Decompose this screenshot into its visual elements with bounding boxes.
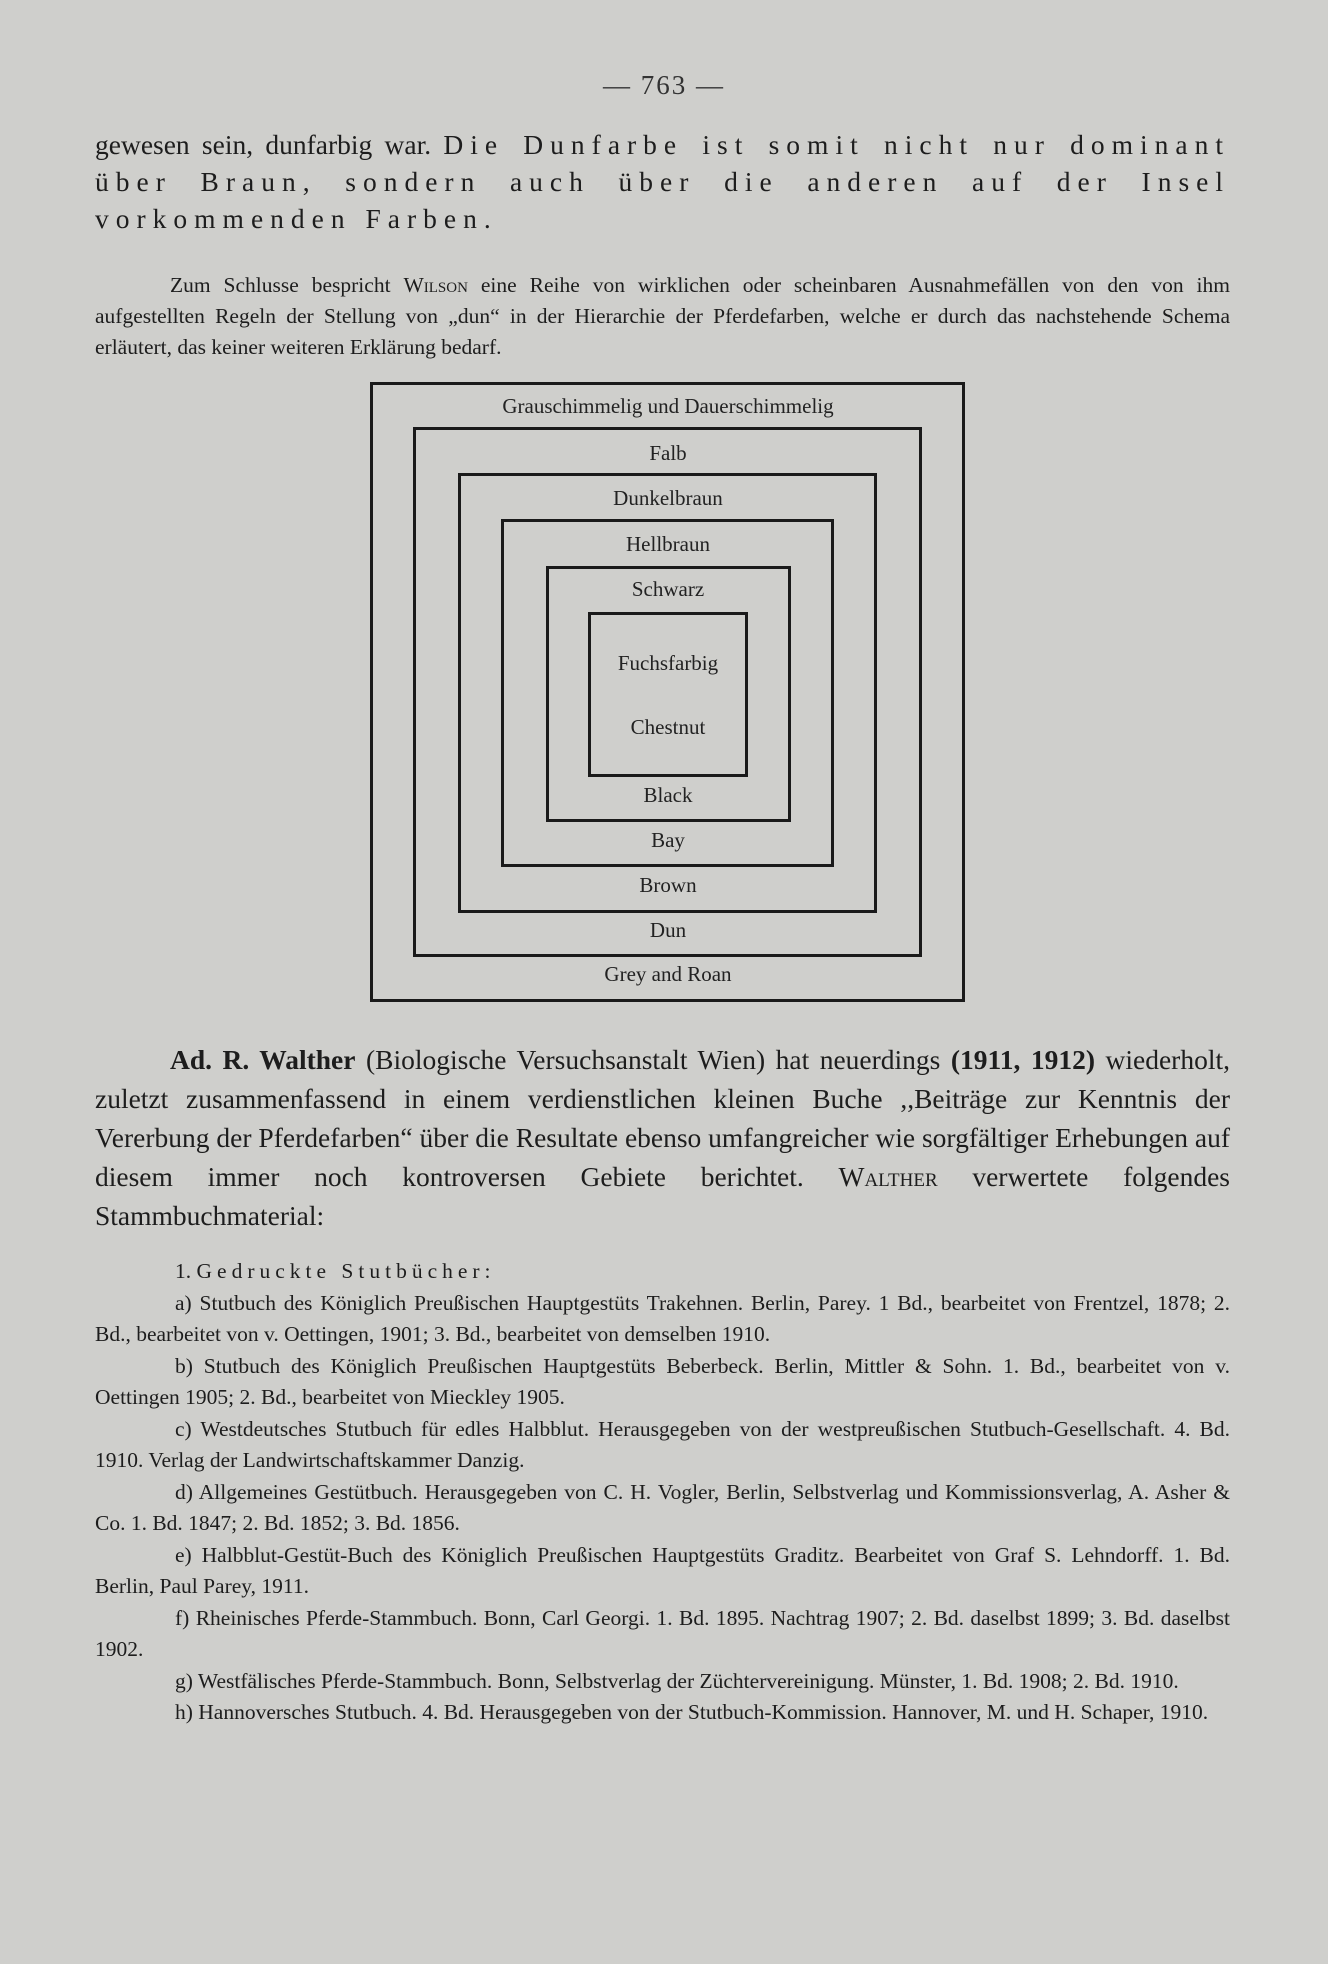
walther-paragraph xyxy=(95,1040,1230,1235)
walther-text-2: wiederholt, zuletzt zusammenfassend in einem verdienstlichen kleinen Buche ,,Beiträge zur Kenntnis der Vererbung der Pferdefarben“ über die Resultate ebenso umfangreicher wie sorgfältiger Erhebungen auf diesem immer noch kontroversen Gebiete berichtet. xyxy=(95,1044,1230,1192)
intro-paragraph xyxy=(95,126,1230,237)
scheme-box-2 xyxy=(413,427,922,957)
intro-plain-text: gewesen sein, dunfarbig war. xyxy=(95,129,432,160)
scheme-label-bottom-4: Dun xyxy=(649,918,687,942)
list-item: b) Stutbuch des Königlich Preußischen Hauptgestüts Beberbeck. Berlin, Mittler & Sohn. 1. Bd., bearbeitet von v. Oettingen 1905; 2. Bd., bearbeitet von Mieckley 1905. xyxy=(95,1353,1230,1409)
scheme-box-1 xyxy=(370,382,965,1002)
scheme-label-top-4: Hellbraun xyxy=(626,532,710,556)
list-item: d) Allgemeines Gestütbuch. Herausgegeben von C. H. Vogler, Berlin, Selbstverlag und Kommissionsverlag, A. Asher & Co. 1. Bd. 1847; 2. Bd. 1852; 3. Bd. 1856. xyxy=(95,1479,1230,1535)
walther-text-1: (Biologische Versuchsanstalt Wien) hat neuerdings xyxy=(365,1044,941,1075)
scheme-label-top-5: Schwarz xyxy=(631,577,705,601)
scheme-center-en: Chestnut xyxy=(630,715,706,739)
intro-emphasis-text: Die Dunfarbe ist somit nicht nur dominant über Braun, sondern auch über die anderen auf der Insel vorkommenden Farben. xyxy=(95,129,1230,234)
list-item: c) Westdeutsches Stutbuch für edles Halbblut. Herausgegeben von der westpreußischen Stutbuch-Gesellschaft. 4. Bd. 1910. Verlag der Landwirtschaftskammer Danzig. xyxy=(95,1416,1230,1472)
scheme-label-top-1: Grauschimmelig und Dauerschimmelig xyxy=(502,394,834,418)
walther-author: Walther xyxy=(838,1161,938,1192)
schema-intro-text: Zum Schlusse bespricht xyxy=(170,273,391,297)
schema-intro-paragraph xyxy=(95,270,1230,363)
scheme-label-bottom-2: Bay xyxy=(651,828,685,852)
walther-lead: Ad. R. Walther xyxy=(170,1044,356,1075)
scheme-box-6 xyxy=(588,612,748,777)
scheme-label-bottom-1: Black xyxy=(643,783,693,807)
list-item: e) Halbblut-Gestüt-Buch des Königlich Preußischen Hauptgestüts Graditz. Bearbeitet von Graf S. Lehndorff. 1. Bd. Berlin, Paul Parey, 1911. xyxy=(95,1542,1230,1598)
studbook-list xyxy=(95,1256,1230,1729)
list-item: f) Rheinisches Pferde-Stammbuch. Bonn, Carl Georgi. 1. Bd. 1895. Nachtrag 1907; 2. Bd. daselbst 1899; 3. Bd. daselbst 1902. xyxy=(95,1605,1230,1661)
schema-intro-text-cont: eine Reihe von wirklichen oder scheinbaren Ausnahmefällen von den von ihm aufgestellten Regeln der Stellung von „dun“ in der Hierarchie der Pferdefarben, welche er durch das nachstehende Schema erläutert, das keiner weiteren Erklärung bedarf. xyxy=(95,273,1230,359)
scheme-label-top-3: Dunkelbraun xyxy=(613,486,723,510)
walther-years: (1911, 1912) xyxy=(950,1044,1096,1075)
scheme-box-4 xyxy=(501,519,834,867)
list-item: g) Westfälisches Pferde-Stammbuch. Bonn, Selbstverlag der Züchtervereinigung. Münster, 1. Bd. 1908; 2. Bd. 1910. xyxy=(175,1668,1179,1693)
walther-text-3: verwertete folgendes Stammbuchmaterial: xyxy=(95,1161,1230,1231)
list-heading-text: Gedruckte Stutbücher: xyxy=(196,1259,496,1283)
author-name: Wilson xyxy=(403,273,468,297)
page-number: — 763 — xyxy=(603,70,725,100)
list-heading-number: 1. xyxy=(175,1259,192,1283)
scheme-label-bottom-3: Brown xyxy=(639,873,697,897)
scheme-box-3 xyxy=(458,473,877,913)
scheme-label-bottom-5: Grey and Roan xyxy=(604,962,732,986)
list-heading xyxy=(95,1256,1230,1288)
list-item: h) Hannoversches Stutbuch. 4. Bd. Herausgegeben von der Stutbuch-Kommission. Hannover, M. und H. Schaper, 1910. xyxy=(175,1700,1209,1724)
list-item: a) Stutbuch des Königlich Preußischen Hauptgestüts Trakehnen. Berlin, Parey. 1 Bd., bearbeitet von Frentzel, 1878; 2. Bd., bearbeitet von v. Oettingen, 1901; 3. Bd., bearbeitet von demselben 1910. xyxy=(95,1290,1230,1346)
scheme-label-top-2: Falb xyxy=(649,441,687,465)
scheme-box-5 xyxy=(546,566,791,822)
scheme-center-de: Fuchsfarbig xyxy=(617,651,719,675)
